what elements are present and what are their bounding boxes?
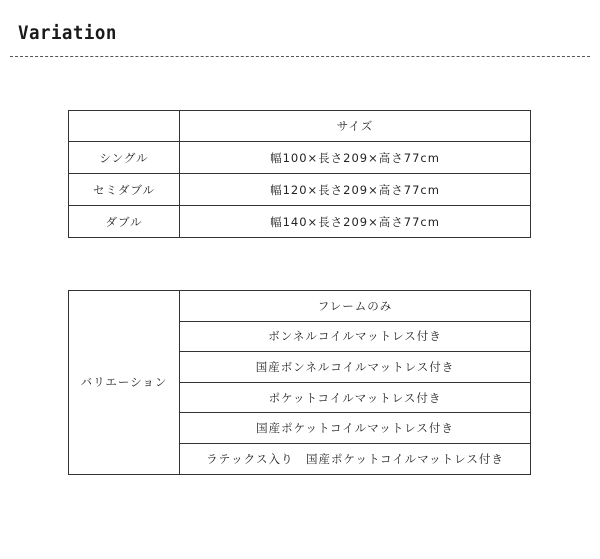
size-table-row bbox=[69, 142, 531, 174]
size-dimensions-cell: 幅120×長さ209×高さ77cm bbox=[180, 174, 531, 206]
variation-option-cell: ラテックス入り 国産ポケットコイルマットレス付き bbox=[180, 443, 531, 474]
size-table-header-row bbox=[69, 111, 531, 142]
size-table bbox=[68, 110, 531, 238]
size-dimensions-cell: 幅140×長さ209×高さ77cm bbox=[180, 206, 531, 238]
size-table-corner-cell bbox=[69, 111, 180, 142]
size-name-cell: ダブル bbox=[69, 206, 180, 238]
section-heading: Variation bbox=[18, 22, 117, 44]
size-name-cell: セミダブル bbox=[69, 174, 180, 206]
variation-option-cell: ポケットコイルマットレス付き bbox=[180, 382, 531, 413]
variation-table bbox=[68, 290, 531, 475]
size-table-row bbox=[69, 206, 531, 238]
variation-option-cell: 国産ポケットコイルマットレス付き bbox=[180, 413, 531, 444]
variation-option-cell: ボンネルコイルマットレス付き bbox=[180, 321, 531, 352]
variation-option-cell: フレームのみ bbox=[180, 291, 531, 322]
variation-label-cell: バリエーション bbox=[69, 291, 180, 475]
size-dimensions-cell: 幅100×長さ209×高さ77cm bbox=[180, 142, 531, 174]
size-column-header: サイズ bbox=[180, 111, 531, 142]
variation-option-cell: 国産ボンネルコイルマットレス付き bbox=[180, 352, 531, 383]
dotted-divider bbox=[10, 56, 590, 57]
variation-table-row bbox=[69, 291, 531, 322]
size-table-row bbox=[69, 174, 531, 206]
size-name-cell: シングル bbox=[69, 142, 180, 174]
